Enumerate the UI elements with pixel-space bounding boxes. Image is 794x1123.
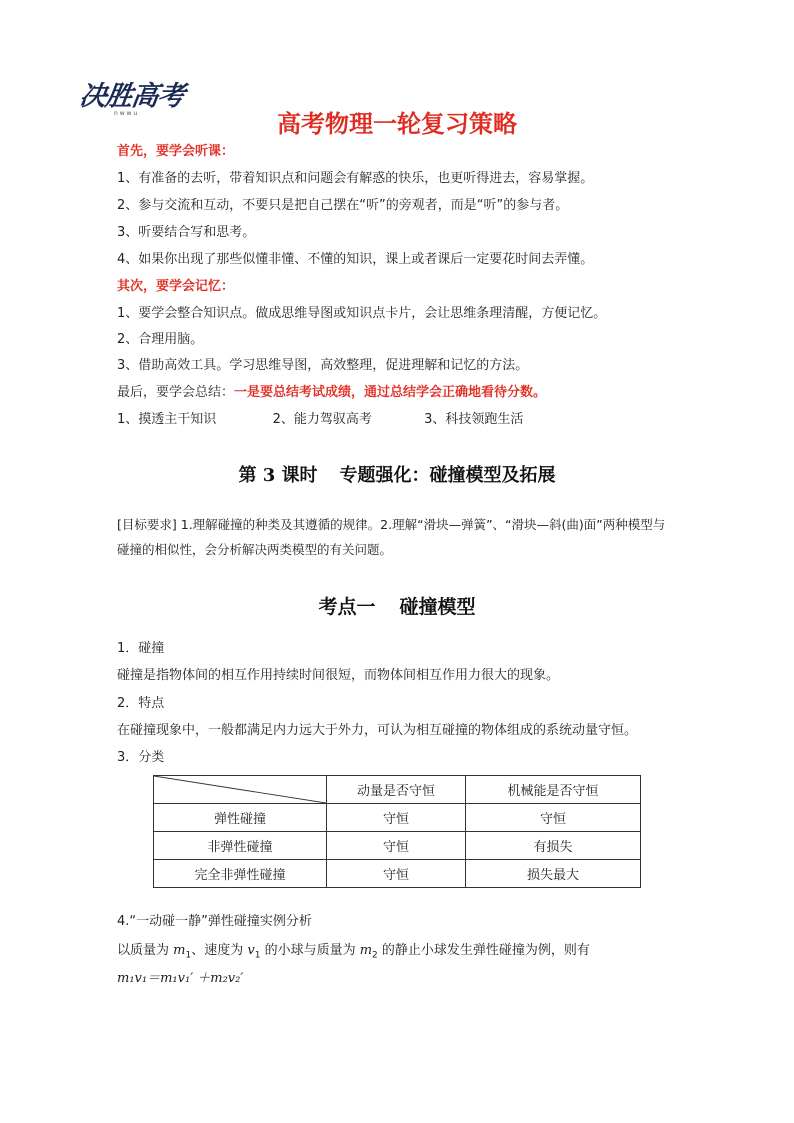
table-corner-cell: [154, 776, 327, 804]
final-item-2: 2、能力驾驭高考: [272, 412, 372, 427]
heading-collision: 1．碰撞: [117, 641, 165, 656]
row-type: 非弹性碰撞: [154, 832, 327, 860]
table-header-row: [154, 776, 641, 804]
text-fragment: 的静止小球发生弹性碰撞为例，则有: [377, 943, 590, 958]
row-momentum: 守恒: [327, 860, 466, 888]
header-momentum: 动量是否守恒: [327, 776, 466, 804]
final-item-3: 3、科技领跑生活: [424, 412, 524, 427]
subscript: 2: [372, 950, 378, 961]
heading-feature: 2．特点: [117, 696, 165, 711]
goal-text: 1.理解碰撞的种类及其遵循的规律。2.理解“滑块—弹簧”、“滑块—斜(曲)面”两种模型与碰撞的相似性，会分析解决两类模型的有关问题。: [117, 517, 666, 557]
second-item-2: 2、合理用脑。: [117, 332, 204, 347]
momentum-equation: m₁v₁＝m₁v₁′ ＋m₂v₂′: [117, 971, 244, 986]
lesson-topic: 专题强化：碰撞模型及拓展: [339, 465, 556, 486]
first-heading: 首先，要学会听课：: [117, 144, 235, 159]
first-item-2: 2、参与交流和互动，不要只是把自己摆在“听”的旁观者，而是“听”的参与者。: [117, 198, 569, 213]
page-title: 高考物理一轮复习策略: [277, 110, 517, 138]
table-row: [154, 860, 641, 888]
subscript: 1: [254, 950, 261, 961]
text-fragment: 的小球与质量为: [260, 943, 360, 958]
heading-classification: 3．分类: [117, 750, 165, 765]
lesson-number: 第 3 课时: [238, 465, 318, 486]
logo-subtext: n w w u: [114, 110, 138, 117]
row-energy: 损失最大: [466, 860, 641, 888]
section-number: 考点一: [318, 596, 376, 618]
row-momentum: 守恒: [327, 832, 466, 860]
second-heading: 其次，要学会记忆：: [117, 279, 235, 294]
symbol-v: v: [247, 943, 255, 958]
table-row: [154, 804, 641, 832]
table-row: [154, 832, 641, 860]
classification-table: [153, 775, 641, 888]
first-item-4: 4、如果你出现了那些似懂非懂、不懂的知识，课上或者课后一定要花时间去弄懂。: [117, 252, 594, 267]
logo-text: 决胜高考: [77, 81, 186, 112]
goal-label: [目标要求]: [117, 517, 177, 532]
section-title: [0, 592, 794, 619]
symbol-m: m: [359, 943, 373, 958]
para-example: [117, 942, 590, 965]
row-momentum: 守恒: [327, 804, 466, 832]
heading-example: 4.“一动碰一静”弹性碰撞实例分析: [117, 914, 312, 929]
row-type: 完全非弹性碰撞: [154, 860, 327, 888]
last-red-text: 一是要总结考试成绩，通过总结学会正确地看待分数。: [234, 385, 547, 400]
last-prefix: 最后，要学会总结：: [117, 385, 235, 400]
goal-paragraph: [117, 512, 677, 562]
symbol-m: m: [173, 943, 186, 958]
text-fragment: 以质量为: [117, 943, 174, 958]
para-collision: 碰撞是指物体间的相互作用持续时间很短，而物体间相互作用力很大的现象。: [117, 668, 560, 683]
text-fragment: 、速度为: [191, 943, 248, 958]
first-item-3: 3、听要结合写和思考。: [117, 225, 256, 240]
lesson-title: [0, 461, 794, 487]
para-feature: 在碰撞现象中，一般都满足内力远大于外力，可认为相互碰撞的物体组成的系统动量守恒。: [117, 723, 638, 738]
last-line: [117, 384, 546, 402]
subscript: 1: [185, 950, 192, 961]
row-type: 弹性碰撞: [154, 804, 327, 832]
section-name: 碰撞模型: [399, 596, 476, 618]
final-items: [117, 411, 523, 429]
header-energy: 机械能是否守恒: [466, 776, 641, 804]
first-item-1: 1、有准备的去听，带着知识点和问题会有解惑的快乐，也更听得进去，容易掌握。: [117, 171, 594, 186]
second-item-1: 1、要学会整合知识点。做成思维导图或知识点卡片，会让思维条理清醒，方便记忆。: [117, 306, 607, 321]
diagonal-line: [154, 776, 326, 803]
row-energy: 守恒: [466, 804, 641, 832]
final-item-1: 1、摸透主干知识: [117, 412, 217, 427]
row-energy: 有损失: [466, 832, 641, 860]
second-item-3: 3、借助高效工具。学习思维导图，高效整理，促进理解和记忆的方法。: [117, 358, 529, 373]
